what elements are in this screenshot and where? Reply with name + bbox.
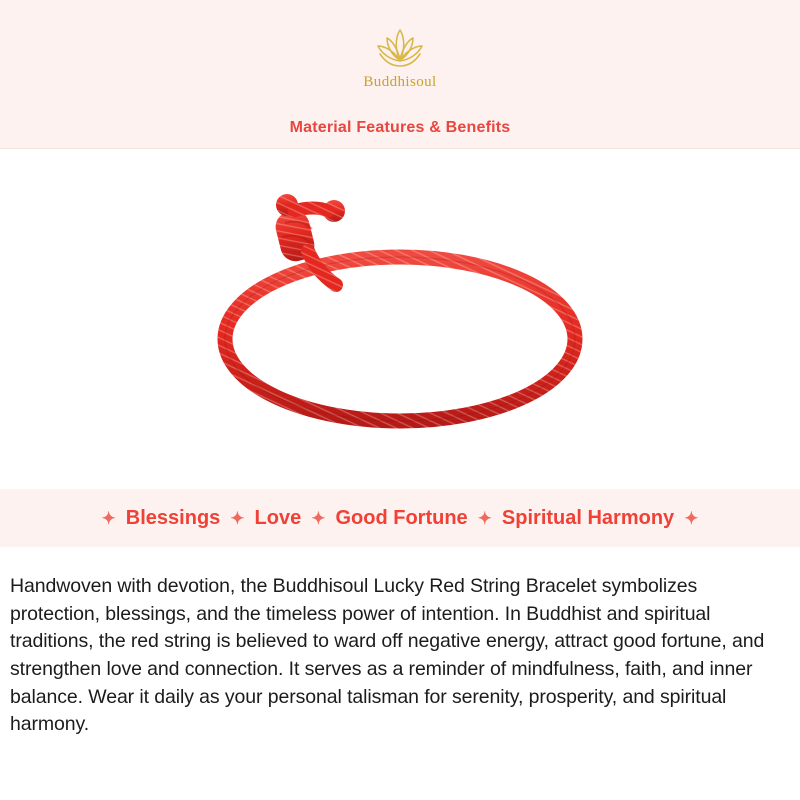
benefit-item-blessings: Blessings <box>125 506 221 529</box>
lotus-icon <box>368 24 432 72</box>
section-title: Material Features & Benefits <box>289 119 511 136</box>
benefit-item-spiritual-harmony: Spiritual Harmony <box>501 506 675 529</box>
benefit-item-good-fortune: Good Fortune <box>335 506 468 529</box>
brand-header <box>0 0 800 108</box>
sparkle-icon: ✦ <box>311 508 326 528</box>
sparkle-icon: ✦ <box>101 508 116 528</box>
product-image-area <box>0 149 800 489</box>
red-string-bracelet-image <box>190 189 610 449</box>
description-text: Handwoven with devotion, the Buddhisoul Lucky Red String Bracelet symbolizes protection, blessings, and the timeless power of intention. In Buddhist and spiritual traditions, the red string is believed to ward off negative energy, attract good fortune, and strengthen love and connection. It serves as a reminder of mindfulness, faith, and inner balance. Wear it daily as your personal talisman for serenity, prosperity, and spiritual harmony. <box>10 575 765 736</box>
sparkle-icon: ✦ <box>684 508 699 528</box>
sparkle-icon: ✦ <box>477 508 492 528</box>
benefit-item-love: Love <box>254 506 302 529</box>
sparkle-icon: ✦ <box>230 508 245 528</box>
description-section <box>0 547 800 800</box>
section-title-bar <box>0 108 800 149</box>
benefits-strip <box>0 489 800 547</box>
brand-name: Buddhisoul <box>363 73 437 90</box>
